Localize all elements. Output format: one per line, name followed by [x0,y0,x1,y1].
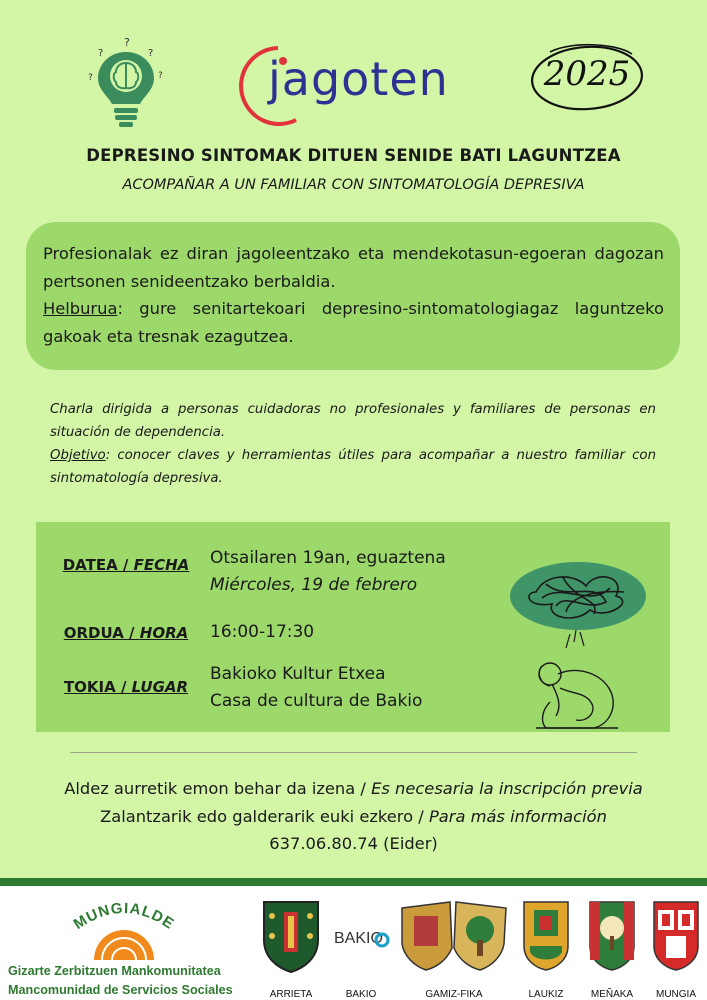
depressed-person-illustration [506,562,656,734]
date-label: DATEA / FECHA [62,556,190,574]
svg-text:?: ? [158,71,163,81]
municipality-arrieta [258,896,324,1000]
menaka-shield-icon [584,896,640,974]
basque-goal [43,295,664,350]
menaka-label: MEÑAKA [590,989,634,1000]
date-basque: Otsailaren 19an, eguaztena [210,548,446,568]
registration-line: Aldez aurretik emon behar da izena / Es necesaria la inscripción previa [64,779,643,798]
mungialde-logo [8,896,240,1000]
title-basque: DEPRESINO SINTOMAK DITUEN SENIDE BATI LAGUNTZEA [86,146,621,165]
contact-section [0,775,707,858]
basque-goal-text: : gure senitartekoari depresino-sintomatologiagaz laguntzeko gakoak eta tresnak ezagutzea. [43,299,664,346]
municipality-bakio [330,896,392,1000]
spanish-intro: Charla dirigida a personas cuidadoras no profesionales y familiares de personas en situación de dependencia. [50,402,656,440]
brand-name: jagoten [268,52,449,106]
svg-text:?: ? [88,73,93,83]
footer-band [0,878,707,886]
spanish-goal-text: : conocer claves y herramientas útiles para acompañar a nuestro familiar con sintomatología depresiva. [50,448,656,486]
svg-text:?: ? [98,48,104,59]
basque-goal-label: Helburua [43,299,118,318]
date-value [210,545,446,599]
place-value [210,661,422,715]
org-name-basque: Gizarte Zerbitzuen Mankomunitatea [8,964,221,978]
basque-description-box [26,222,680,370]
phone-number: 637.06.80.74 (Eider) [269,834,438,853]
svg-text:?: ? [124,36,130,49]
svg-text:?: ? [148,48,154,59]
bakio-logo-text: BAKIO [334,930,383,947]
municipality-mungia [648,896,704,1000]
laukiz-shield-icon [518,896,574,974]
mungia-label: MUNGIA [656,989,696,1000]
footer [0,886,707,1000]
municipality-gamiz-fika [398,896,510,1000]
bakio-label: BAKIO [345,989,377,1000]
municipality-menaka [584,896,640,1000]
spanish-description [50,398,656,490]
year-badge [528,40,646,112]
bakio-dot-icon [374,932,390,948]
org-name-spanish: Mancomunidad de Servicios Sociales [8,983,233,997]
divider [70,752,637,753]
place-spanish: Casa de cultura de Bakio [210,691,423,711]
lightbulb-brain-icon [84,36,168,132]
date-spanish: Miércoles, 19 de febrero [210,575,418,595]
gamiz-fika-shields-icon [398,896,510,974]
municipality-laukiz [518,896,574,1000]
arrieta-label: ARRIETA [269,989,313,1000]
place-basque: Bakioko Kultur Etxea [210,664,386,684]
svg-text:MUNGIALDE: MUNGIALDE [70,899,178,934]
time-label: ORDUA / HORA [63,624,189,642]
laukiz-label: LAUKIZ [528,989,564,1000]
place-label: TOKIA / LUGAR [63,678,189,696]
gamiz-fika-label: GAMIZ-FIKA [425,989,483,1000]
title-spanish: ACOMPAÑAR A UN FAMILIAR CON SINTOMATOLOGÍA DEPRESIVA [122,177,585,193]
spanish-goal [50,444,656,490]
info-line: Zalantzarik edo galderarik euki ezkero / Para más información [100,806,607,826]
mungia-shield-icon [648,896,704,974]
sun-icon [88,926,160,960]
time-value: 16:00-17:30 [210,622,315,642]
jagoten-logo [238,42,468,132]
event-info-box [36,522,670,732]
basque-intro: Profesionalak ez diran jagoleentzako eta mendekotasun-egoeran dagozan pertsonen senideentzako berbaldia. [43,244,664,291]
arrieta-shield-icon [258,896,324,974]
spanish-goal-label: Objetivo [50,448,106,463]
year-text: 2025 [543,54,631,94]
